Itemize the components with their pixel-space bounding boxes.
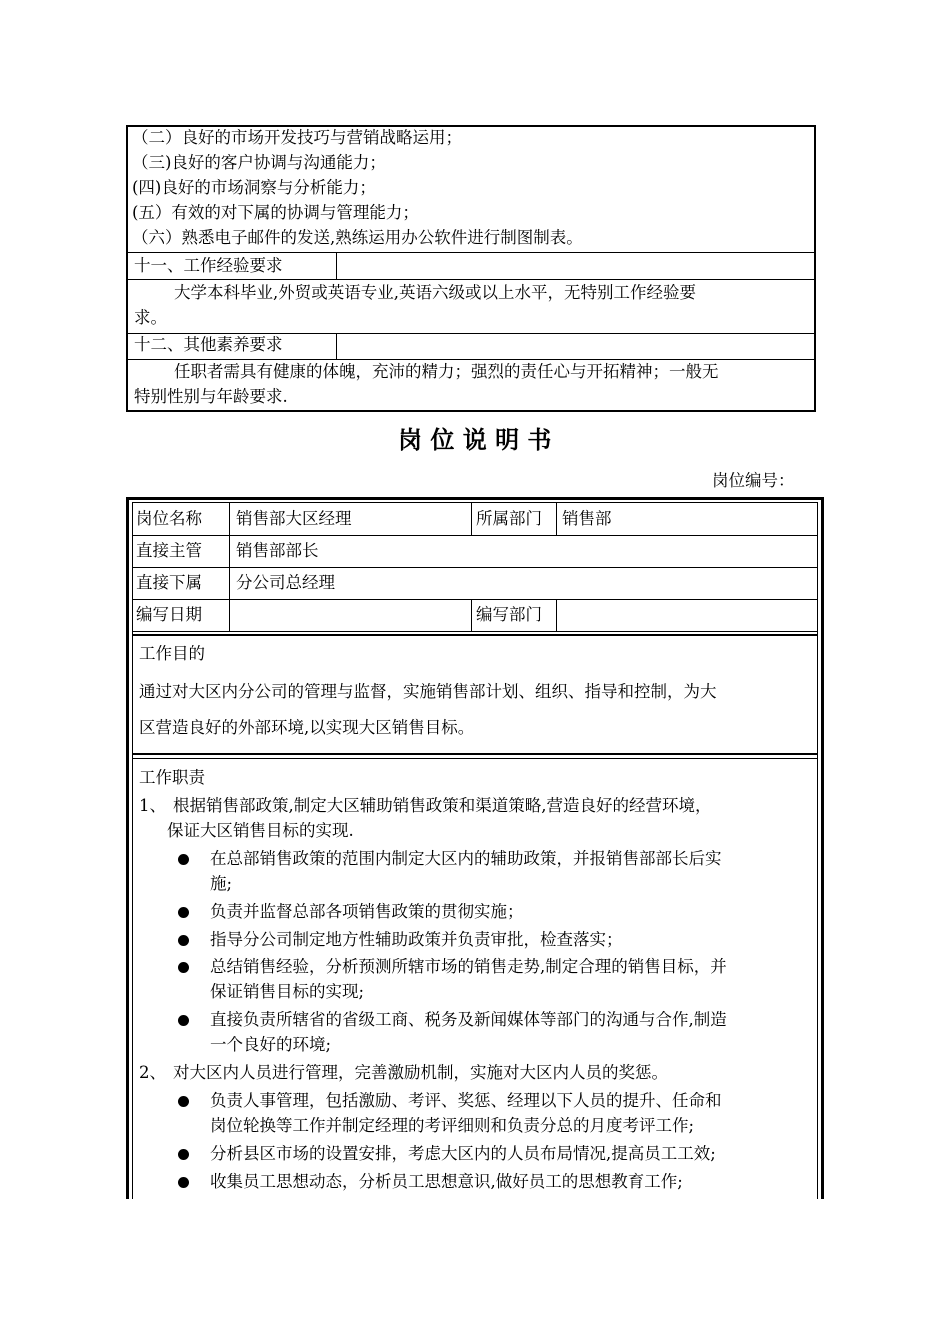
subordinate-label: 直接下属 bbox=[136, 573, 202, 592]
duties-title: 工作职责 bbox=[139, 768, 205, 787]
writer-dept-label: 编写部门 bbox=[476, 605, 542, 624]
duty-1-line1: 根据销售部政策,制定大区辅助销售政策和渠道策略,营造良好的经营环境， bbox=[173, 796, 712, 815]
skill-item: (五）有效的对下属的协调与管理能力； bbox=[132, 203, 419, 222]
bullet-icon bbox=[178, 854, 189, 865]
supervisor-value: 销售部部长 bbox=[236, 541, 319, 560]
document-title: 岗 位 说 明 书 bbox=[398, 426, 552, 454]
bullet-icon bbox=[178, 1149, 189, 1160]
duty-2-bullet-2: 分析县区市场的设置安排，考虑大区内的人员布局情况,提高员工工效; bbox=[210, 1144, 716, 1163]
subordinate-value: 分公司总经理 bbox=[236, 573, 335, 592]
bullet-icon bbox=[178, 935, 189, 946]
skill-item: （三)良好的客户协调与沟通能力； bbox=[132, 153, 386, 172]
purpose-line2: 区营造良好的外部环境,以实现大区销售目标。 bbox=[139, 718, 475, 737]
purpose-title: 工作目的 bbox=[139, 644, 205, 663]
skill-item: （二）良好的市场开发技巧与营销战略运用； bbox=[132, 128, 462, 147]
duty-2-bullet-1-line2: 岗位轮换等工作并制定经理的考评细则和负责分总的月度考评工作; bbox=[210, 1116, 695, 1135]
section-12-body-line2: 特别性别与年龄要求. bbox=[134, 387, 288, 406]
supervisor-label: 直接主管 bbox=[136, 541, 202, 560]
duty-2-number: 2、 bbox=[139, 1063, 166, 1082]
bullet-icon bbox=[178, 962, 189, 973]
skill-item: (四)良好的市场洞察与分析能力； bbox=[132, 178, 376, 197]
purpose-line1: 通过对大区内分公司的管理与监督，实施销售部计划、组织、指导和控制，为大 bbox=[139, 682, 717, 701]
section-12-title: 十二、其他素养要求 bbox=[134, 335, 283, 354]
bullet-icon bbox=[178, 1015, 189, 1026]
duty-1-line2: 保证大区销售目标的实现. bbox=[167, 821, 354, 840]
bullet-icon bbox=[178, 1096, 189, 1107]
skill-item: （六）熟悉电子邮件的发送,熟练运用办公软件进行制图制表。 bbox=[132, 228, 583, 247]
duty-1-bullet-5-line1: 直接负责所辖省的省级工商、税务及新闻媒体等部门的沟通与合作,制造 bbox=[210, 1010, 727, 1029]
duty-1-bullet-1-line2: 施; bbox=[210, 874, 233, 893]
dept-value: 销售部 bbox=[562, 509, 612, 528]
section-11-body-line1: 大学本科毕业,外贸或英语专业,英语六级或以上水平，无特别工作经验要 bbox=[174, 283, 696, 302]
duty-1-bullet-2: 负责并监督总部各项销售政策的贯彻实施； bbox=[210, 902, 524, 921]
duty-2-line1: 对大区内人员进行管理，完善激励机制，实施对大区内人员的奖惩。 bbox=[173, 1063, 668, 1082]
bullet-icon bbox=[178, 1177, 189, 1188]
post-name-label: 岗位名称 bbox=[136, 509, 202, 528]
bullet-icon bbox=[178, 907, 189, 918]
section-12-body-line1: 任职者需具有健康的体魄，充沛的精力；强烈的责任心与开拓精神；一般无 bbox=[174, 362, 719, 381]
duty-1-bullet-3: 指导分公司制定地方性辅助政策并负责审批，检查落实； bbox=[210, 930, 623, 949]
duty-1-number: 1、 bbox=[139, 796, 166, 815]
section-11-body-line2: 求。 bbox=[134, 308, 167, 327]
duty-2-bullet-1-line1: 负责人事管理，包括激励、考评、奖惩、经理以下人员的提升、任命和 bbox=[210, 1091, 722, 1110]
post-name-value: 销售部大区经理 bbox=[236, 509, 352, 528]
duty-1-bullet-4-line1: 总结销售经验，分析预测所辖市场的销售走势,制定合理的销售目标，并 bbox=[210, 957, 727, 976]
duty-1-bullet-4-line2: 保证销售目标的实现; bbox=[210, 982, 365, 1001]
dept-label: 所属部门 bbox=[476, 509, 542, 528]
duty-1-bullet-5-line2: 一个良好的环境; bbox=[210, 1035, 332, 1054]
duty-2-bullet-3: 收集员工思想动态，分析员工思想意识,做好员工的思想教育工作; bbox=[210, 1172, 683, 1191]
section-11-title: 十一、工作经验要求 bbox=[134, 256, 283, 275]
date-label: 编写日期 bbox=[136, 605, 202, 624]
duty-1-bullet-1-line1: 在总部销售政策的范围内制定大区内的辅助政策，并报销售部部长后实 bbox=[210, 849, 722, 868]
post-number-label: 岗位编号： bbox=[712, 471, 795, 490]
